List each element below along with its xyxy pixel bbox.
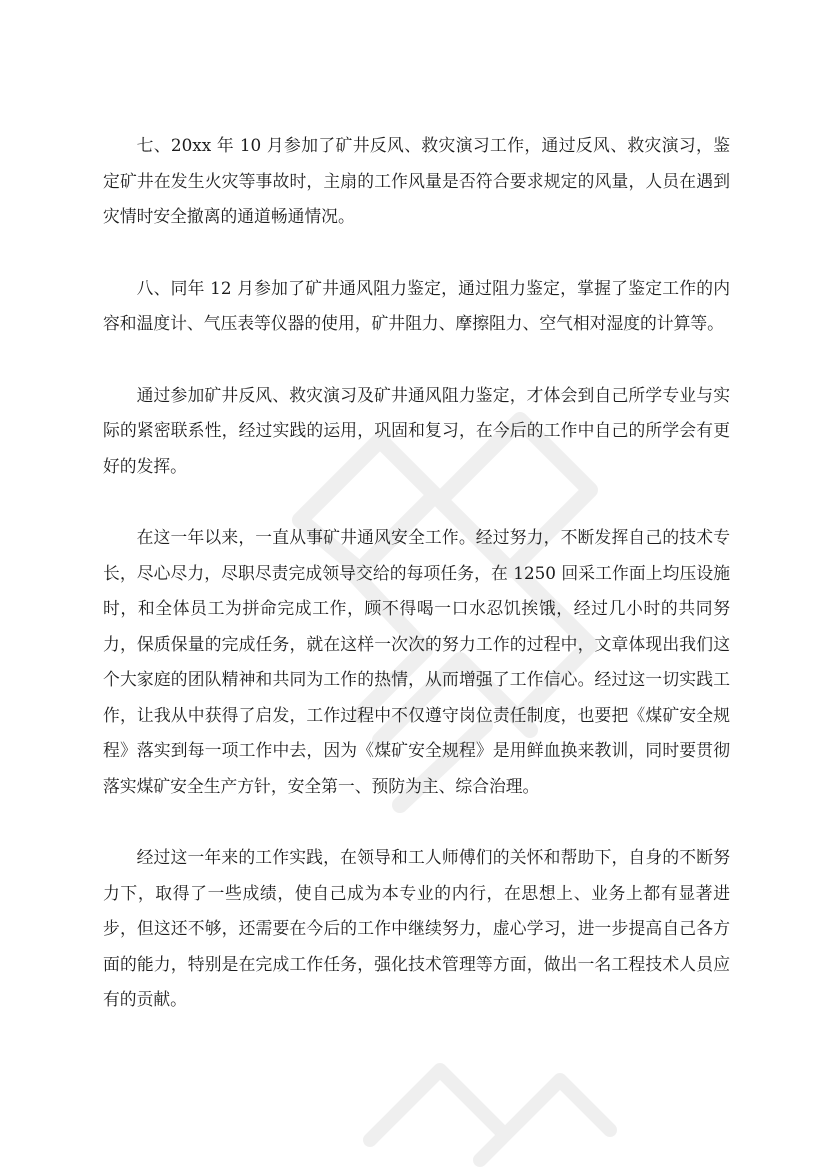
document-body [103,128,730,1054]
paragraph: 七、20xx 年 10 月参加了矿井反风、救灾演习工作，通过反风、救灾演习，鉴定矿井在发生火灾等事故时，主扇的工作风量是否符合要求规定的风量，人员在遇到灾情时安全撤离的通道畅通情况。 [103,135,730,226]
paragraph: 经过这一年来的工作实践，在领导和工人师傅们的关怀和帮助下，自身的不断努力下，取得了一些成绩，使自己成为本专业的内行，在思想上、业务上都有显著进步，但这还不够，还需要在今后的工作中继续努力，虚心学习，进一步提高自己各方面的能力，特别是在完成工作任务，强化技术管理等方面，做出一名工程技术人员应有的贡献。 [103,847,730,1009]
paragraph: 八、同年 12 月参加了矿井通风阻力鉴定，通过阻力鉴定，掌握了鉴定工作的内容和温度计、气压表等仪器的使用，矿井阻力、摩擦阻力、空气相对湿度的计算等。 [103,277,730,333]
paragraph: 在这一年以来，一直从事矿井通风安全工作。经过努力，不断发挥自己的技术专长，尽心尽力，尽职尽责完成领导交给的每项任务，在 1250 回采工作面上均压设施时，和全体员工为拼命完成工作，顾不得喝一口水忍饥挨饿，经过几小时的共同努力，保质保量的完成任务，就在这样一次次的努力工作的过程中，文章体现出我们这个大家庭的团队精神和共同为工作的热情，从而增强了工作信心。经过这一切实践工作，让我从中获得了启发，工作过程中不仅遵守岗位责任制度，也要把《煤矿安全规程》落实到每一项工作中去，因为《煤矿安全规程》是用鲜血换来教训，同时要贯彻落实煤矿安全生产方针，安全第一、预防为主、综合治理。 [103,527,730,796]
paragraph: 通过参加矿井反风、救灾演习及矿井通风阻力鉴定，才体会到自己所学专业与实际的紧密联系性，经过实践的运用，巩固和复习，在今后的工作中自己的所学会有更好的发挥。 [103,384,730,476]
